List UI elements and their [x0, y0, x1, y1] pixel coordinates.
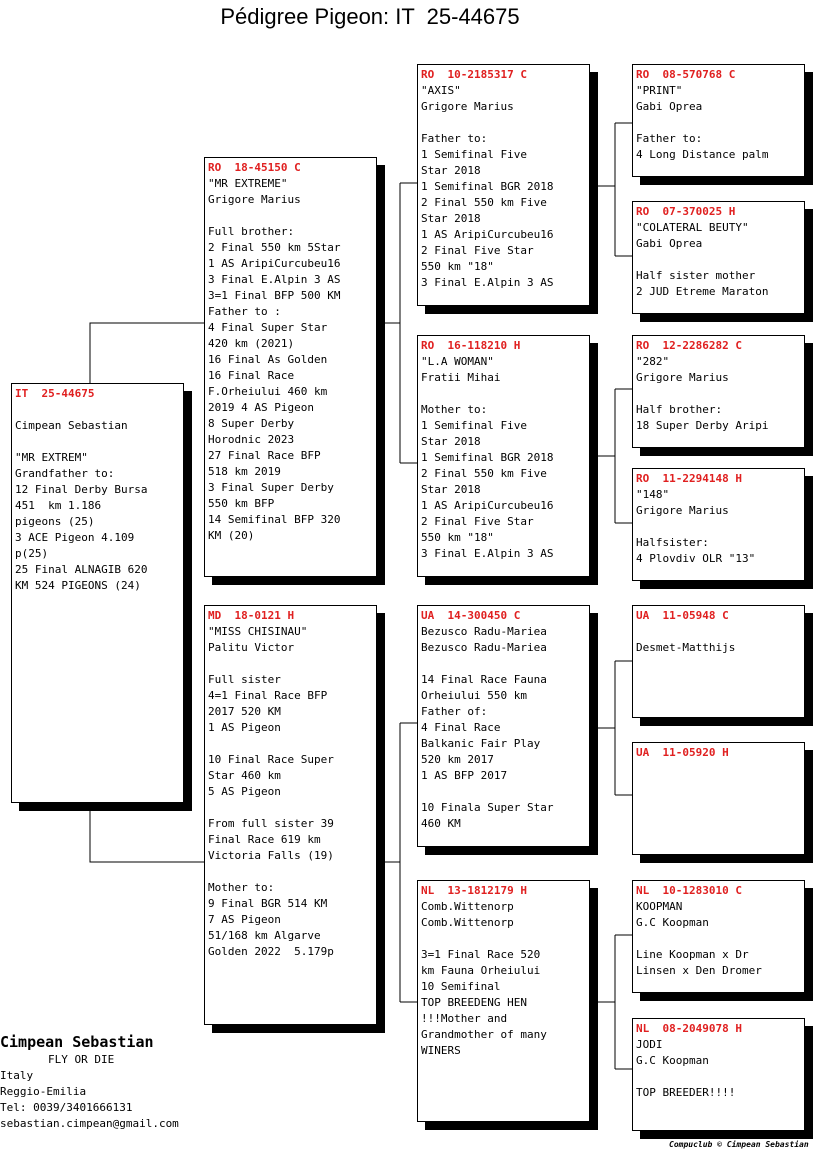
dam-dam-ring-number: NL 13-1812179 H — [421, 884, 527, 897]
sss-description: "PRINT" Gabi Oprea Father to: 4 Long Distance palm — [636, 84, 769, 161]
sds-description: "282" Grigore Marius Half brother: 18 Super Derby Aripi — [636, 355, 769, 432]
dam-sire-ring-number: UA 14-300450 C — [421, 609, 521, 622]
sire-sire-card — [417, 64, 590, 306]
subject-pigeon-card — [11, 383, 184, 803]
subject-description: Cimpean Sebastian "MR EXTREM" Grandfather to: 12 Final Derby Bursa 451 km 1.186 pigeons (25) 3 ACE Pigeon 4.109 p(25) 25 Final ALNAGIB 620 KM 524 PIGEONS (24) — [15, 419, 148, 592]
owner-city: Reggio-Emilia — [0, 1085, 87, 1098]
subject-ring-number: IT 25-44675 — [15, 387, 95, 400]
dam-dam-card — [417, 880, 590, 1122]
sdd-description: "148" Grigore Marius Halfsister: 4 Plovdiv OLR "13" — [636, 488, 756, 565]
dss-description: Desmet-Matthijs — [636, 641, 736, 654]
dss-ring-number: UA 11-05948 C — [636, 609, 729, 622]
owner-name: Cimpean Sebastian — [0, 1033, 154, 1051]
dam-sire-description: Bezusco Radu-Mariea Bezusco Radu-Mariea 14 Final Race Fauna Orheiului 550 km Father of: 4 Final Race Balkanic Fair Play 520 km 2017 1 AS BFP 2017 10 Finala Super Star 460 KM — [421, 625, 554, 830]
ssd-description: "COLATERAL BEUTY" Gabi Oprea Half sister mother 2 JUD Etreme Maraton — [636, 221, 769, 298]
sire-description: "MR EXTREME" Grigore Marius Full brother: 2 Final 550 km 5Star 1 AS AripiCurcubeu16 3 Final E.Alpin 3 AS 3=1 Final BFP 500 KM Father to : 4 Final Super Star 420 km (2021) 16 Final As Golden 16 Final Race F.Orheiului 460 km 2019 4 AS Pigeon 8 Super Derby Horodnic 2023 27 Final Race BFP 518 km 2019 3 Final Super Derby 550 km BFP 14 Semifinal BFP 320 KM (20) — [208, 177, 341, 542]
owner-contact-block — [0, 1032, 179, 1132]
owner-phone: Tel: 0039/3401666131 — [0, 1101, 133, 1114]
dds-description: KOOPMAN G.C Koopman Line Koopman x Dr Linsen x Den Dromer — [636, 900, 762, 977]
sds-ring-number: RO 12-2286282 C — [636, 339, 742, 352]
dsd-ring-number: UA 11-05920 H — [636, 746, 729, 759]
dam-sire-card — [417, 605, 590, 847]
sire-sire-ring-number: RO 10-2185317 C — [421, 68, 527, 81]
dam-description: "MISS CHISINAU" Palitu Victor Full sister 4=1 Final Race BFP 2017 520 KM 1 AS Pigeon 10 Final Race Super Star 460 km 5 AS Pigeon From full sister 39 Final Race 619 km Victoria Falls (19) Mother to: 9 Final BGR 514 KM 7 AS Pigeon 51/168 km Algarve Golden 2022 5.179p — [208, 625, 334, 958]
sire-sire-description: "AXIS" Grigore Marius Father to: 1 Semifinal Five Star 2018 1 Semifinal BGR 2018 2 Final 550 km Five Star 2018 1 AS AripiCurcubeu16 2 Final Five Star 550 km "18" 3 Final E.Alpin 3 AS — [421, 84, 554, 289]
dam-dam-sire-card — [632, 880, 805, 993]
dam-sire-dam-card — [632, 742, 805, 855]
sss-ring-number: RO 08-570768 C — [636, 68, 736, 81]
owner-country: Italy — [0, 1069, 34, 1082]
sire-sire-dam-card — [632, 201, 805, 314]
sire-ring-number: RO 18-45150 C — [208, 161, 301, 174]
sire-dam-dam-card — [632, 468, 805, 581]
dds-ring-number: NL 10-1283010 C — [636, 884, 742, 897]
owner-motto: FLY OR DIE — [48, 1053, 115, 1066]
sdd-ring-number: RO 11-2294148 H — [636, 472, 742, 485]
ddd-ring-number: NL 08-2049078 H — [636, 1022, 742, 1035]
page-title: Pédigree Pigeon: IT 25-44675 — [220, 4, 520, 29]
ssd-ring-number: RO 07-370025 H — [636, 205, 736, 218]
sire-card — [204, 157, 377, 577]
sire-dam-sire-card — [632, 335, 805, 448]
sire-sire-sire-card — [632, 64, 805, 177]
sire-dam-card — [417, 335, 590, 577]
dam-card — [204, 605, 377, 1025]
ddd-description: JODI G.C Koopman TOP BREEDER!!!! — [636, 1038, 736, 1099]
owner-email: sebastian.cimpean@gmail.com — [0, 1117, 179, 1130]
dam-ring-number: MD 18-0121 H — [208, 609, 295, 622]
dam-sire-sire-card — [632, 605, 805, 718]
dam-dam-dam-card — [632, 1018, 805, 1131]
sire-dam-ring-number: RO 16-118210 H — [421, 339, 521, 352]
software-credit: Compuclub © Cimpean Sebastian — [669, 1140, 809, 1149]
sire-dam-description: "L.A WOMAN" Fratii Mihai Mother to: 1 Semifinal Five Star 2018 1 Semifinal BGR 2018 2 Final 550 km Five Star 2018 1 AS AripiCurcubeu16 2 Final Five Star 550 km "18" 3 Final E.Alpin 3 AS — [421, 355, 554, 560]
dam-dam-description: Comb.Wittenorp Comb.Wittenorp 3=1 Final Race 520 km Fauna Orheiului 10 Semifinal TOP BREEDENG HEN !!!Mother and Grandmother of many WINERS — [421, 900, 547, 1057]
